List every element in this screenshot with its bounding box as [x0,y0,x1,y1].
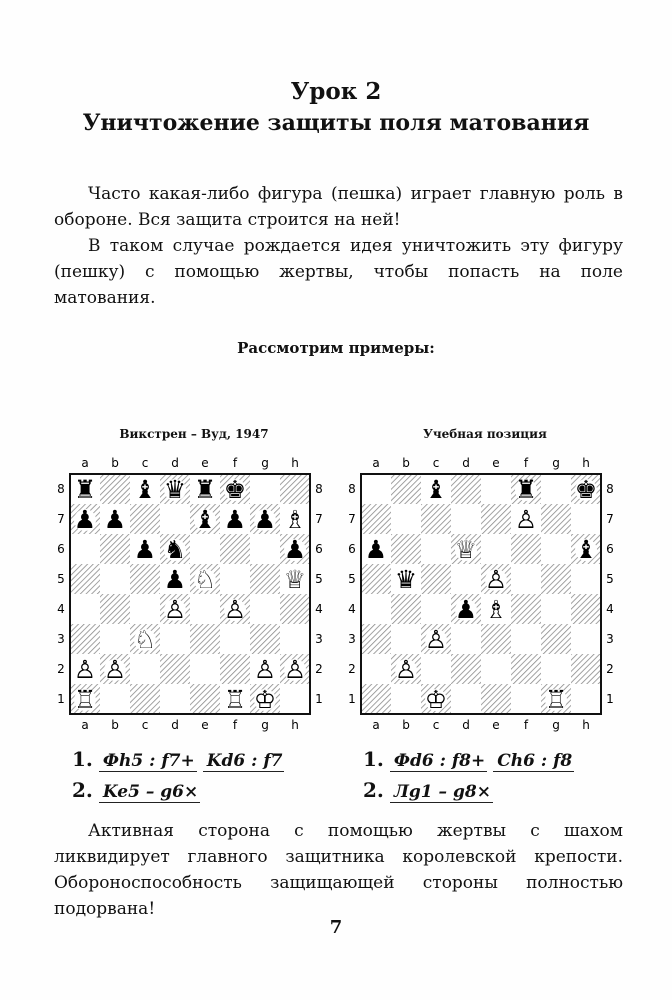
lesson-title: Урок 2 [290,78,382,105]
intro-paragraph-2: В таком случае рождается идея уничтожить эту фигуру (пешку) с помощью жертвы, чтобы попасть на поле матования. [54,236,623,308]
move-number: 2. [363,778,384,802]
file-label-b-bottom: b [111,718,119,732]
black-pawn-h6: ♟ [283,535,307,564]
rank-label-2-left: 2 [348,662,356,676]
diagram-1-move-2 [72,778,200,803]
file-label-a-bottom: a [372,718,380,732]
white-move: Ke5 – g6× [99,782,200,803]
white-pawn-e5: ♙ [484,565,508,594]
file-label-e-bottom: e [492,718,500,732]
light-square-f1 [511,684,541,714]
black-bishop-h6: ♝ [574,535,598,564]
file-label-c-bottom: c [141,718,149,732]
light-square-e2 [481,654,511,684]
dark-square-a5 [361,564,391,594]
light-square-a8 [361,474,391,504]
light-square-c2 [421,654,451,684]
rank-label-8-right: 8 [606,482,614,496]
white-bishop-e4: ♗ [484,595,508,624]
dark-square-e1 [481,684,511,714]
dark-square-g3 [541,624,571,654]
file-label-f-top: f [523,456,529,470]
rank-label-1-left: 1 [348,692,356,706]
dark-square-d2 [451,654,481,684]
light-square-e6 [190,534,220,564]
light-square-h5 [571,564,601,594]
dark-square-f6 [220,534,250,564]
file-label-d-top: d [171,456,179,470]
dark-square-c5 [130,564,160,594]
dark-square-h4 [280,594,310,624]
rank-label-4-left: 4 [57,602,65,616]
file-label-f-top: f [232,456,238,470]
rank-label-7-left: 7 [348,512,356,526]
black-pawn-a6: ♟ [364,535,388,564]
white-pawn-a2: ♙ [73,655,97,684]
file-label-d-bottom: d [462,718,470,732]
light-square-f5 [220,564,250,594]
dark-square-a3 [361,624,391,654]
white-move: Лg1 – g8× [390,782,493,803]
white-pawn-c3: ♙ [424,625,448,654]
rank-label-5-right: 5 [315,572,323,586]
dark-square-c7 [421,504,451,534]
light-square-h3 [571,624,601,654]
intro-paragraph-1: Часто какая-либо фигура (пешка) играет главную роль в обороне. Вся защита строится на ней! [54,184,623,230]
file-label-h-bottom: h [291,718,299,732]
light-square-d7 [160,504,190,534]
file-label-e-top: e [492,456,500,470]
dark-square-f4 [511,594,541,624]
light-square-c6 [421,534,451,564]
dark-square-g3 [250,624,280,654]
light-square-b3 [100,624,130,654]
file-label-h-top: h [582,456,590,470]
white-pawn-b2: ♙ [103,655,127,684]
dark-square-a1 [361,684,391,714]
dark-square-b4 [391,594,421,624]
file-label-c-top: c [141,456,149,470]
chess-diagram-1 [52,452,336,742]
file-label-e-top: e [201,456,209,470]
black-move: Ch6 : f8 [493,751,574,772]
dark-square-b6 [391,534,421,564]
light-square-e4 [190,594,220,624]
light-square-d1 [160,684,190,714]
rank-label-6-right: 6 [315,542,323,556]
light-square-g6 [541,534,571,564]
diagram-1-caption: Викстрен – Вуд, 1947 [119,427,269,441]
light-square-e2 [190,654,220,684]
white-pawn-b2: ♙ [394,655,418,684]
black-queen-d8: ♛ [163,475,187,504]
light-square-d3 [451,624,481,654]
dark-square-e1 [190,684,220,714]
file-label-d-bottom: d [171,718,179,732]
black-rook-f8: ♜ [514,475,538,504]
dark-square-c7 [130,504,160,534]
light-square-g2 [541,654,571,684]
dark-square-f2 [220,654,250,684]
rank-label-3-right: 3 [315,632,323,646]
light-square-g4 [541,594,571,624]
black-king-f8: ♚ [223,475,247,504]
white-pawn-f4: ♙ [223,595,247,624]
black-pawn-d5: ♟ [163,565,187,594]
black-pawn-f7: ♟ [223,505,247,534]
light-square-e6 [481,534,511,564]
dark-square-g7 [541,504,571,534]
rank-label-1-right: 1 [606,692,614,706]
black-move: Kd6 : f7 [203,751,285,772]
white-rook-g1: ♖ [544,685,568,714]
dark-square-b8 [391,474,421,504]
rank-label-5-left: 5 [348,572,356,586]
rank-label-4-left: 4 [348,602,356,616]
rank-label-4-right: 4 [315,602,323,616]
white-move: Фd6 : f8+ [390,751,487,772]
dark-square-h8 [280,474,310,504]
light-square-a4 [70,594,100,624]
white-pawn-h2: ♙ [283,655,307,684]
dark-square-d2 [160,654,190,684]
light-square-f3 [511,624,541,654]
black-pawn-b7: ♟ [103,505,127,534]
light-square-a2 [361,654,391,684]
file-label-g-bottom: g [552,718,560,732]
light-square-h1 [571,684,601,714]
black-queen-b5: ♛ [394,565,418,594]
dark-square-c1 [130,684,160,714]
light-square-c2 [130,654,160,684]
rank-label-3-left: 3 [348,632,356,646]
chess-diagram-2 [343,452,627,742]
light-square-g6 [250,534,280,564]
white-pawn-g2: ♙ [253,655,277,684]
white-knight-c3: ♘ [133,625,157,654]
black-pawn-a7: ♟ [73,505,97,534]
light-square-g8 [541,474,571,504]
lesson-subtitle: Уничтожение защиты поля матования [82,110,590,136]
dark-square-b4 [100,594,130,624]
rank-label-1-right: 1 [315,692,323,706]
rank-label-8-left: 8 [348,482,356,496]
light-square-c4 [421,594,451,624]
black-bishop-c8: ♝ [424,475,448,504]
light-square-b3 [391,624,421,654]
move-number: 1. [72,747,93,771]
light-square-c4 [130,594,160,624]
dark-square-b6 [100,534,130,564]
file-label-g-bottom: g [261,718,269,732]
dark-square-e3 [190,624,220,654]
examples-heading: Рассмотрим примеры: [237,339,435,357]
white-rook-f1: ♖ [223,685,247,714]
rank-label-8-right: 8 [315,482,323,496]
conclusion-paragraph: Активная сторона с помощью жертвы с шахом ликвидирует главного защитника королевской крепости. Обороноспособность защищающей стороны полностью подорвана! [54,821,623,919]
black-rook-a8: ♜ [73,475,97,504]
file-label-c-bottom: c [432,718,440,732]
light-square-b1 [391,684,421,714]
file-label-b-top: b [402,456,410,470]
light-square-b7 [391,504,421,534]
white-queen-d6: ♕ [454,535,478,564]
rank-label-6-right: 6 [606,542,614,556]
black-rook-e8: ♜ [193,475,217,504]
dark-square-h2 [571,654,601,684]
black-knight-d6: ♞ [163,535,187,564]
file-label-f-bottom: f [523,718,529,732]
light-square-f3 [220,624,250,654]
file-label-b-top: b [111,456,119,470]
file-label-a-top: a [372,456,380,470]
black-bishop-c8: ♝ [133,475,157,504]
dark-square-e7 [481,504,511,534]
light-square-a6 [70,534,100,564]
move-number: 2. [72,778,93,802]
rank-label-4-right: 4 [606,602,614,616]
dark-square-e3 [481,624,511,654]
rank-label-6-left: 6 [57,542,65,556]
light-square-b5 [100,564,130,594]
light-square-f5 [511,564,541,594]
light-square-g8 [250,474,280,504]
white-pawn-f7: ♙ [514,505,538,534]
file-label-a-bottom: a [81,718,89,732]
light-square-g4 [250,594,280,624]
dark-square-f2 [511,654,541,684]
rank-label-5-left: 5 [57,572,65,586]
dark-square-a5 [70,564,100,594]
light-square-e8 [481,474,511,504]
file-label-g-top: g [552,456,560,470]
rank-label-2-left: 2 [57,662,65,676]
black-pawn-d4: ♟ [454,595,478,624]
dark-square-a3 [70,624,100,654]
dark-square-c5 [421,564,451,594]
black-pawn-g7: ♟ [253,505,277,534]
light-square-h3 [280,624,310,654]
file-label-f-bottom: f [232,718,238,732]
light-square-d5 [451,564,481,594]
diagram-2-move-2 [363,778,493,803]
file-label-a-top: a [81,456,89,470]
rank-label-3-left: 3 [57,632,65,646]
light-square-a4 [361,594,391,624]
file-label-d-top: d [462,456,470,470]
diagram-1-move-1 [72,747,284,772]
white-king-g1: ♔ [253,685,277,714]
file-label-h-top: h [291,456,299,470]
page-number: 7 [329,917,343,938]
light-square-b1 [100,684,130,714]
black-bishop-e7: ♝ [193,505,217,534]
rank-label-5-right: 5 [606,572,614,586]
rank-label-1-left: 1 [57,692,65,706]
dark-square-d8 [451,474,481,504]
dark-square-g5 [541,564,571,594]
light-square-d7 [451,504,481,534]
dark-square-a7 [361,504,391,534]
rank-label-3-right: 3 [606,632,614,646]
dark-square-g5 [250,564,280,594]
file-label-h-bottom: h [582,718,590,732]
diagram-2-caption: Учебная позиция [423,427,547,441]
rank-label-6-left: 6 [348,542,356,556]
light-square-h1 [280,684,310,714]
light-square-d3 [160,624,190,654]
file-label-c-top: c [432,456,440,470]
file-label-e-bottom: e [201,718,209,732]
black-pawn-c6: ♟ [133,535,157,564]
rank-label-7-left: 7 [57,512,65,526]
rank-label-7-right: 7 [315,512,323,526]
rank-label-2-right: 2 [606,662,614,676]
light-square-d1 [451,684,481,714]
white-queen-h5: ♕ [283,565,307,594]
rank-label-7-right: 7 [606,512,614,526]
rank-label-2-right: 2 [315,662,323,676]
white-move: Фh5 : f7+ [99,751,197,772]
dark-square-h4 [571,594,601,624]
dark-square-f6 [511,534,541,564]
black-king-h8: ♚ [574,475,598,504]
move-number: 1. [363,747,384,771]
file-label-b-bottom: b [402,718,410,732]
rank-label-8-left: 8 [57,482,65,496]
diagram-2-move-1 [363,747,574,772]
dark-square-b8 [100,474,130,504]
white-pawn-d4: ♙ [163,595,187,624]
file-label-g-top: g [261,456,269,470]
white-bishop-h7: ♗ [283,505,307,534]
white-king-c1: ♔ [424,685,448,714]
white-knight-e5: ♘ [193,565,217,594]
light-square-h7 [571,504,601,534]
white-rook-a1: ♖ [73,685,97,714]
